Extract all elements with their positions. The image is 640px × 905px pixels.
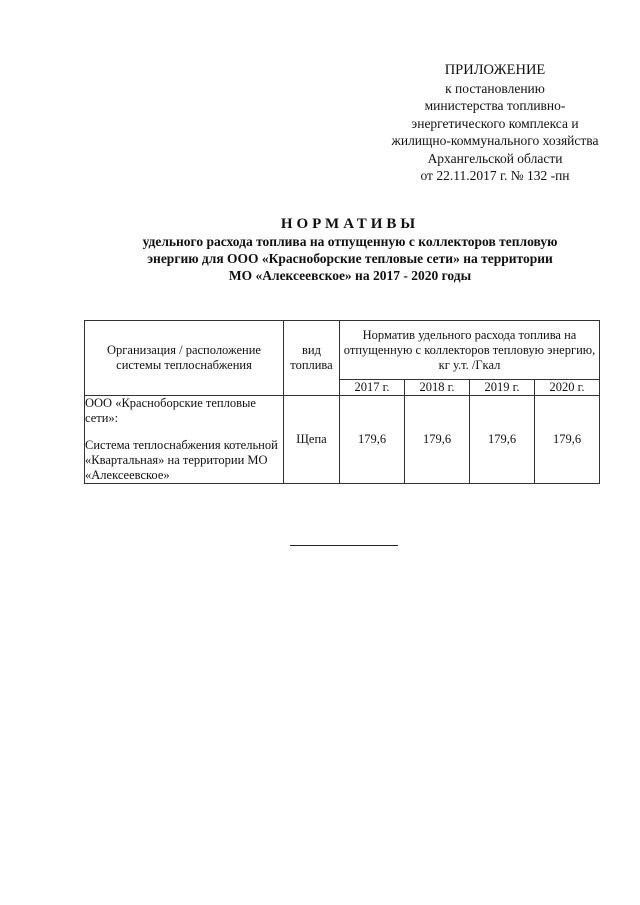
- header-year: 2020 г.: [535, 380, 600, 396]
- cell-fuel-type: Щепа: [284, 396, 340, 484]
- title-line: удельного расхода топлива на отпущенную с коллекторов тепловую: [142, 234, 558, 249]
- header-norm: Норматив удельного расхода топлива на отпущенную с коллекторов тепловую энергию, кг у.т. /Гкал: [340, 321, 600, 380]
- header-year: 2017 г.: [340, 380, 405, 396]
- organization-name: ООО «Красноборские тепловые сети»:: [85, 396, 256, 425]
- appendix-line: Архангельской области: [427, 150, 563, 166]
- appendix-line: министерства топливно-: [424, 98, 566, 113]
- cell-organization: [85, 396, 284, 484]
- header-fuel-type: вид топлива: [284, 321, 340, 396]
- appendix-block: [360, 62, 630, 185]
- cell-value-2018: 179,6: [405, 396, 470, 484]
- header-year: 2018 г.: [405, 380, 470, 396]
- appendix-line: жилищно-коммунального хозяйства: [391, 133, 599, 148]
- title-main: НОРМАТИВЫ: [280, 216, 420, 232]
- appendix-date-line: от 22.11.2017 г. № 132 -пн: [420, 168, 570, 183]
- closing-rule: [290, 545, 398, 546]
- cell-value-2019: 179,6: [470, 396, 535, 484]
- table-header-row: [85, 321, 600, 380]
- norms-table: [84, 320, 600, 484]
- appendix-line: к постановлению: [445, 80, 545, 96]
- document-title: [60, 215, 640, 284]
- header-year: 2019 г.: [470, 380, 535, 396]
- cell-value-2020: 179,6: [535, 396, 600, 484]
- appendix-line: энергетического комплекса и: [411, 115, 579, 131]
- header-organization: Организация / расположение системы теплоснабжения: [85, 321, 284, 396]
- heating-system-description: Система теплоснабжения котельной «Квартальная» на территории МО «Алексеевское»: [85, 438, 278, 482]
- cell-value-2017: 179,6: [340, 396, 405, 484]
- appendix-heading: ПРИЛОЖЕНИЕ: [444, 62, 546, 78]
- table-row: [85, 396, 600, 484]
- title-line: МО «Алексеевское» на 2017 - 2020 годы: [228, 268, 472, 283]
- title-line: энергию для ООО «Красноборские тепловые сети» на территории: [147, 251, 553, 266]
